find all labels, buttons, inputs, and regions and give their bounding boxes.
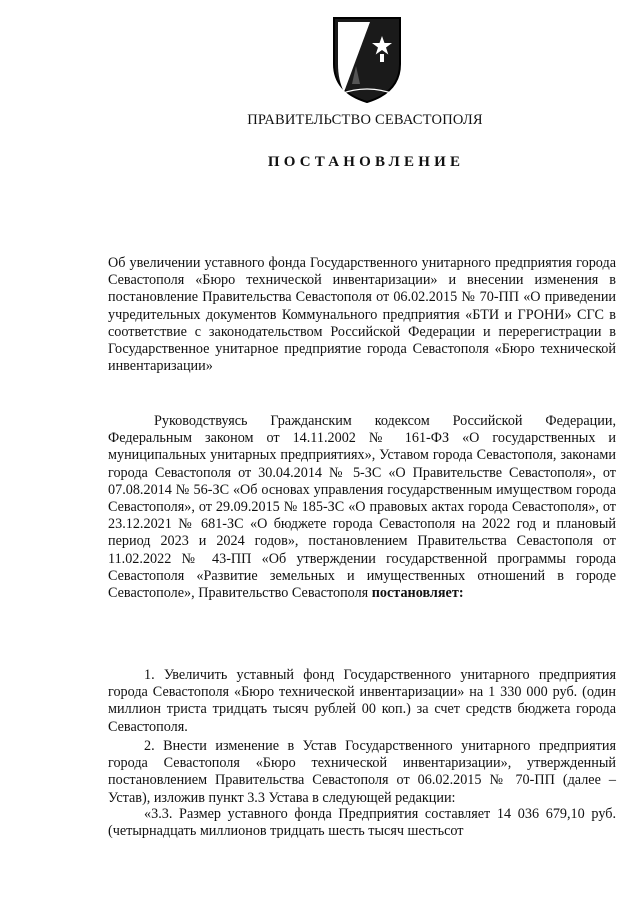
clause-1: 1. Увеличить уставный фонд Государственного унитарного предприятия города Севастополя «Бюро технической инвентаризации» на 1 330 000 руб. (один миллион триста тридцать тысяч рублей 00 коп.) за счет средств бюджета города Севастополя. xyxy=(108,667,616,735)
document-type: ПОСТАНОВЛЕНИЕ xyxy=(267,154,465,170)
resolves-word: постановляет: xyxy=(371,585,464,602)
resolution-subject: Об увеличении уставного фонда Государственного унитарного предприятия города Севастополя «Бюро технической инвентаризации» и внесении изменения в постановление Правительства Севастополя от 06.02.2015 № 70-ПП «О приведении учредительных документов Коммунального предприятия «БТИ и ГРОНИ» СГС в соответствие с законодательством Российской Федерации и перерегистрации в Государственное унитарное предприятие города Севастополя «Бюро технической инвентаризации» xyxy=(108,255,616,375)
government-name: ПРАВИТЕЛЬСТВО СЕВАСТОПОЛЯ xyxy=(247,112,483,128)
preamble-text: Руководствуясь Гражданским кодексом Российской Федерации, Федеральным законом от 14.11.2002 № 161-ФЗ «О государственных и муниципальных унитарных предприятиях», Уставом города Севастополя, законами города Севастополя от 30.04.2014 № 5-ЗС «О Правительстве Севастополя», от 07.08.2014 № 56-ЗС «Об основах управления государственным имуществом города Севастополя», от 29.09.2015 № 185-ЗС «О правовых актах города Севастополя», от 23.12.2021 № 681-ЗС «О бюджете города Севастополя на 2022 год и плановый период 2023 и 2024 годов», постановлением Правительства Севастополя от 11.02.2022 № 43-ПП «Об утверждении государственной программы города Севастополя «Развитие земельных и имущественных отношений в городе Севастополе», Правительство Севастополя xyxy=(108,413,616,602)
clause-quote: «3.3. Размер уставного фонда Предприятия составляет 14 036 679,10 руб. (четырнадцать миллионов тридцать шесть тысяч шестьсот xyxy=(108,806,616,840)
preamble-paragraph xyxy=(108,413,616,602)
clause-2: 2. Внести изменение в Устав Государственного унитарного предприятия города Севастополя «Бюро технической инвентаризации», утвержденный постановлением Правительства Севастополя от 06.02.2015 № 70-ПП (далее – Устав), изложив пункт 3.3 Устава в следующей редакции: xyxy=(108,738,616,806)
sevastopol-coat-of-arms-icon xyxy=(330,14,404,104)
